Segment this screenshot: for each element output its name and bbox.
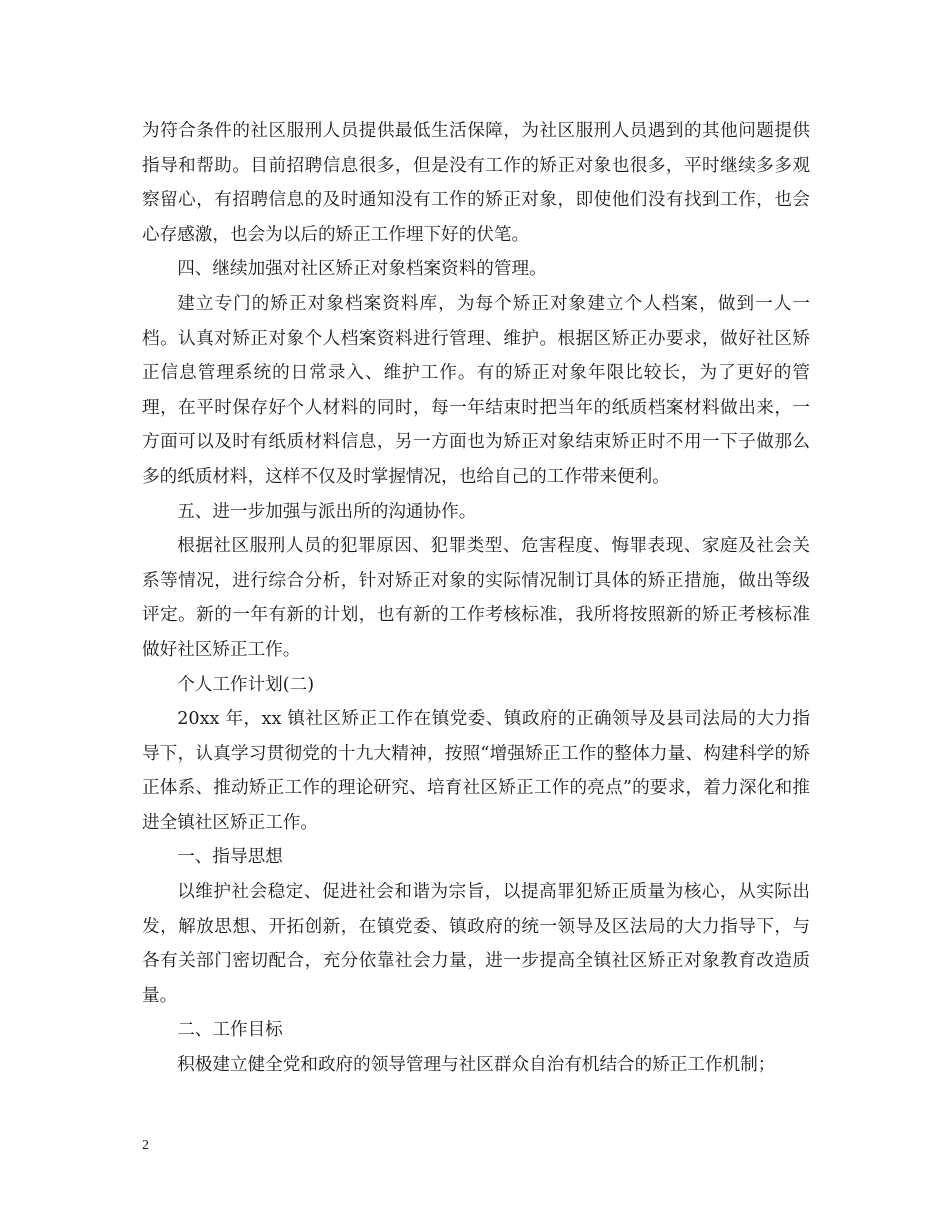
plan-title-2: 个人工作计划(二) xyxy=(177,674,315,695)
paragraph-5: 根据社区服刑人员的犯罪原因、犯罪类型、危害程度、悔罪表现、家庭及社会关系等情况，进行综合分析，针对矫正对象的实际情况制订具体的矫正措施，做出等级评定。新的一年有新的计划，也有新的工作考核标准，我所将按照新的矫正考核标准做好社区矫正工作。 xyxy=(142,536,810,660)
paragraph-7: 20xx 年，xx 镇社区矫正工作在镇党委、镇政府的正确领导及县司法局的大力指导下，认真学习贯彻党的十九大精神，按照“增强矫正工作的整体力量、构建科学的矫正体系、推动矫正工作的理论研究、培育社区矫正工作的亮点”的要求，着力深化和推进全镇社区矫正工作。 xyxy=(142,709,810,833)
paragraph-11: 积极建立健全党和政府的领导管理与社区群众自治有机结合的矫正工作机制； xyxy=(177,1055,776,1076)
page-number: 2 xyxy=(142,1138,149,1153)
document-body xyxy=(142,114,810,1083)
section-heading-5: 五、进一步加强与派出所的沟通协作。 xyxy=(177,501,477,522)
paragraph-3: 建立专门的矫正对象档案资料库，为每个矫正对象建立个人档案，做到一人一档。认真对矫正对象个人档案资料进行管理、维护。根据区矫正办要求，做好社区矫正信息管理系统的日常录入、维护工作。有的矫正对象年限比较长，为了更好的管理，在平时保存好个人材料的同时，每一年结束时把当年的纸质档案材料做出来，一方面可以及时有纸质材料信息，另一方面也为矫正对象结束矫正时不用一下子做那么多的纸质材料，这样不仅及时掌握情况，也给自己的工作带来便利。 xyxy=(142,293,810,487)
paragraph-1: 为符合条件的社区服刑人员提供最低生活保障，为社区服刑人员遇到的其他问题提供指导和帮助。目前招聘信息很多，但是没有工作的矫正对象也很多，平时继续多多观察留心，有招聘信息的及时通知没有工作的矫正对象，即使他们没有找到工作，也会心存感激，也会为以后的矫正工作埋下好的伏笔。 xyxy=(142,121,810,245)
section-heading-work-goals: 二、工作目标 xyxy=(177,1020,283,1041)
section-heading-guiding-ideology: 一、指导思想 xyxy=(177,847,283,868)
section-heading-4: 四、继续加强对社区矫正对象档案资料的管理。 xyxy=(177,259,547,280)
paragraph-9: 以维护社会稳定、促进社会和谐为宗旨，以提高罪犯矫正质量为核心，从实际出发，解放思想、开拓创新，在镇党委、镇政府的统一领导及区法局的大力指导下，与各有关部门密切配合，充分依靠社会力量，进一步提高全镇社区矫正对象教育改造质量。 xyxy=(142,882,810,1006)
